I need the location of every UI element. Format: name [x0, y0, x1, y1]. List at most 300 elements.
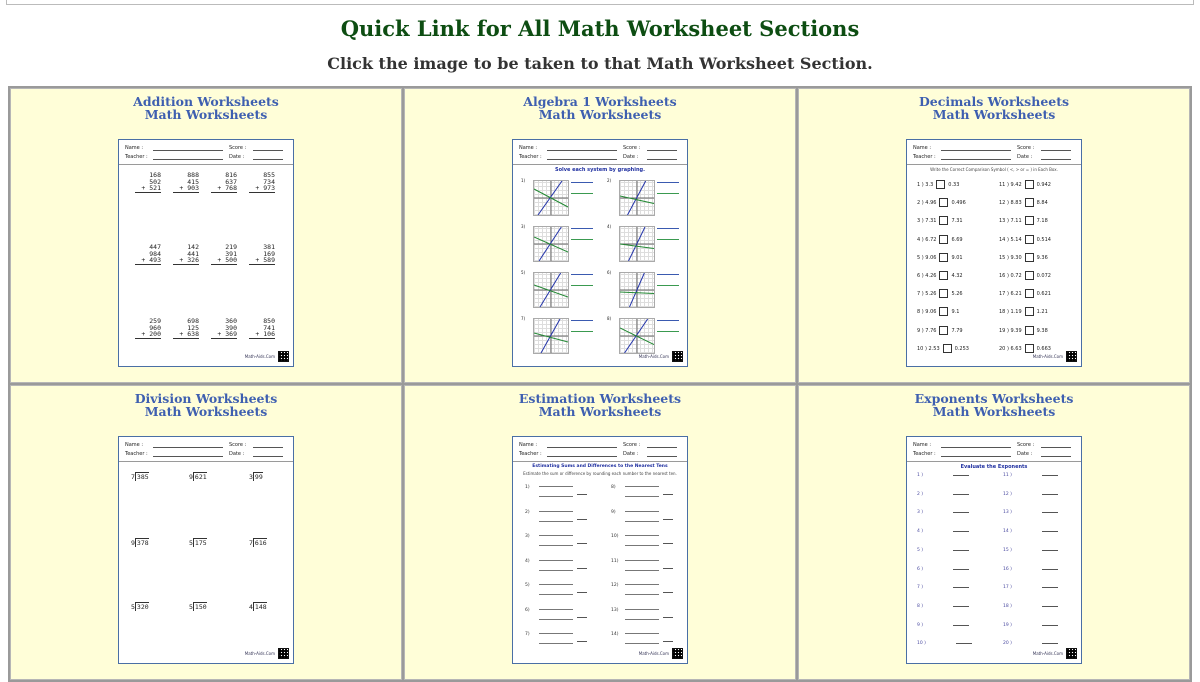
answer-line [953, 625, 969, 626]
problem-number: 8) [611, 485, 616, 490]
problem-number: 10 ) 2.53 [917, 345, 940, 352]
addend: 259 [149, 317, 161, 325]
dividend: 148 [254, 603, 267, 611]
problem-number: 7 ) 5.26 [917, 291, 937, 298]
problem-number: 3 ) 7.31 [917, 218, 937, 225]
addend: 381 [263, 243, 275, 251]
problem-number: 4) [525, 558, 530, 564]
problem-number: 6) [607, 270, 612, 275]
estimate-work [539, 633, 573, 644]
date-label: Date : [623, 154, 639, 160]
coordinate-graph [619, 226, 655, 262]
problem-number: 2) [525, 509, 530, 515]
answer-box [939, 271, 948, 280]
estimate-work [539, 486, 573, 497]
divisor: 7 [131, 473, 135, 481]
graph-lines [620, 181, 654, 215]
answer-box [1025, 198, 1034, 207]
answer-line [577, 519, 587, 520]
answer-box [939, 198, 948, 207]
divisor: 3 [249, 473, 253, 481]
dividend: 378 [136, 539, 149, 547]
section-title-line2[interactable]: Math Worksheets [538, 107, 662, 122]
problem-number: 16 ) 0.72 [999, 273, 1022, 279]
answer-line [1042, 550, 1058, 551]
comparison-problem [999, 180, 1051, 189]
answer-box [1025, 326, 1034, 335]
section-title[interactable] [11, 95, 401, 121]
addend: 125 [187, 323, 199, 332]
addition-problem [211, 244, 237, 265]
exponent-problem: 13 ) [1003, 510, 1058, 515]
sheet-title: Estimating Sums and Differences to the Nearest Tens [532, 464, 668, 469]
problem-number: 5 ) 9.06 [917, 254, 937, 261]
problem-number: 17 ) 6.21 [999, 291, 1022, 298]
divisor: 4 [249, 603, 253, 611]
sheet-footer [1033, 648, 1077, 659]
addend: 855 [263, 171, 275, 179]
addition-problem [135, 318, 161, 339]
exponent-problem: 5 ) [917, 548, 969, 553]
addend: + 500 [211, 257, 237, 265]
qr-code-icon [278, 648, 289, 659]
compare-value: 0.663 [1036, 345, 1051, 352]
answer-line [663, 592, 673, 593]
graph-lines [620, 273, 654, 307]
exponent-problem: 4 ) [917, 529, 969, 534]
graph-lines [620, 319, 654, 353]
addend: 360 [225, 317, 237, 325]
problem-number: 2 ) 4.96 [917, 200, 937, 207]
division-problem [131, 539, 149, 547]
addend: 169 [263, 249, 275, 258]
sheet-header [913, 145, 1075, 163]
estimate-work [539, 535, 573, 546]
comparison-problem [999, 289, 1051, 298]
section-link-estimation[interactable] [404, 385, 796, 680]
division-problem [249, 473, 263, 481]
qr-code-icon [1066, 648, 1077, 659]
worksheet-section-grid [8, 86, 1192, 682]
divisor: 9 [189, 473, 193, 481]
answer-box [939, 289, 948, 298]
addend: + 493 [135, 257, 161, 265]
score-label: Score : [1017, 442, 1035, 448]
answer-line [956, 643, 972, 644]
problem-number: 11 ) 9.42 [999, 182, 1022, 188]
estimate-work [625, 486, 659, 497]
addend: 168 [149, 171, 161, 179]
addend: 850 [263, 317, 275, 325]
dividend: 175 [194, 539, 207, 547]
section-title-line2[interactable]: Math Worksheets [538, 404, 662, 419]
section-link-exponents[interactable] [798, 385, 1190, 680]
sheet-header [913, 442, 1075, 460]
answer-line [953, 587, 969, 588]
answer-line [663, 494, 673, 495]
problem-number: 1) [521, 178, 526, 183]
addend: 391 [225, 249, 237, 258]
problem-number: 13 ) 7.11 [999, 218, 1022, 225]
answer-line [1042, 606, 1058, 607]
date-label: Date : [1017, 154, 1033, 160]
problem-number: 8 ) 9.06 [917, 309, 937, 316]
division-problem [249, 539, 267, 547]
exponent-problem: 11 ) [1003, 473, 1058, 478]
problem-number: 10) [611, 534, 619, 539]
dividend: 621 [194, 473, 207, 481]
answer-box [939, 253, 948, 262]
section-title-line1[interactable]: Decimals Worksheets [918, 94, 1070, 109]
answer-line [1042, 643, 1058, 644]
exponent-problem: 8 ) [917, 604, 969, 609]
sheet-footer [639, 351, 683, 362]
addend: 142 [187, 243, 199, 251]
answer-line [663, 568, 673, 569]
graph-lines [534, 181, 568, 215]
addition-problem [249, 244, 275, 265]
score-label: Score : [623, 442, 641, 448]
score-label: Score : [229, 442, 247, 448]
dividend: 150 [194, 603, 207, 611]
exponent-problem: 14 ) [1003, 529, 1058, 534]
section-title-line2[interactable]: Math Worksheets [932, 107, 1056, 122]
exponent-problem: 15 ) [1003, 548, 1058, 553]
equation-lines [571, 274, 593, 286]
name-label: Name : [519, 145, 538, 151]
exponent-problem: 9 ) [917, 623, 969, 628]
addend: 698 [187, 317, 199, 325]
comparison-problem [999, 253, 1048, 262]
answer-line [1042, 569, 1058, 570]
problem-number: 4) [607, 224, 612, 229]
section-link-algebra[interactable] [404, 88, 796, 383]
coordinate-graph [619, 272, 655, 308]
problem-number: 5) [525, 583, 530, 588]
answer-line [953, 550, 969, 551]
section-link-decimals[interactable] [798, 88, 1190, 383]
comparison-problem [917, 289, 963, 298]
section-title-line1[interactable]: Exponents Worksheets [914, 391, 1074, 406]
estimate-work [539, 609, 573, 620]
division-problem [189, 603, 207, 611]
compare-value: 8.84 [1036, 200, 1048, 207]
graph-lines [620, 227, 654, 261]
answer-line [1042, 475, 1058, 476]
exponent-problem: 12 ) [1003, 492, 1058, 497]
qr-code-icon [672, 351, 683, 362]
dividend: 320 [136, 603, 149, 611]
sheet-footer [639, 648, 683, 659]
footer-text: Math-Aids.Com [1032, 354, 1063, 359]
addend: + 973 [249, 185, 275, 193]
answer-box [939, 216, 948, 225]
comparison-problem [999, 326, 1048, 335]
addend: + 589 [249, 257, 275, 265]
problem-number: 8) [607, 316, 612, 321]
estimate-work [539, 511, 573, 522]
footer-text: Math-Aids.Com [638, 651, 669, 656]
compare-value: 9.38 [1036, 327, 1048, 334]
worksheet-thumbnail-estimation[interactable] [512, 436, 688, 664]
equation-lines [657, 274, 679, 286]
sheet-header [125, 442, 287, 460]
divisor: 5 [189, 539, 193, 547]
equation-lines [657, 182, 679, 194]
compare-value: 9.36 [1036, 254, 1048, 261]
comparison-problem [917, 271, 963, 280]
exponent-problem: 6 ) [917, 567, 969, 572]
addend: 415 [187, 177, 199, 186]
worksheet-thumbnail-algebra[interactable] [512, 139, 688, 367]
estimate-work [625, 609, 659, 620]
addend: + 106 [249, 331, 275, 339]
qr-code-icon [278, 351, 289, 362]
problem-number: 3) [525, 534, 530, 539]
compare-value: 0.942 [1036, 182, 1051, 188]
addend: 741 [263, 323, 275, 332]
top-border [6, 0, 1194, 5]
problem-number: 18 ) 1.19 [999, 309, 1022, 316]
problem-number: 12) [611, 583, 619, 588]
divisor: 7 [249, 539, 253, 547]
section-title[interactable] [11, 392, 401, 418]
comparison-problem [999, 307, 1048, 316]
compare-value: 6.69 [951, 236, 963, 243]
problem-number: 13) [611, 607, 619, 613]
teacher-label: Teacher : [125, 154, 148, 160]
addend: 637 [225, 177, 237, 186]
answer-line [577, 592, 587, 593]
sheet-header [519, 145, 681, 163]
addition-problem [135, 244, 161, 265]
exponent-problem: 10 ) [917, 641, 972, 646]
equation-lines [571, 228, 593, 240]
section-title-line2[interactable]: Math Worksheets [932, 404, 1056, 419]
compare-value: 1.21 [1036, 309, 1048, 316]
answer-box [939, 307, 948, 316]
answer-line [663, 617, 673, 618]
date-label: Date : [1017, 451, 1033, 457]
problem-number: 5) [521, 270, 526, 275]
problem-number: 20 ) 6.63 [999, 345, 1022, 352]
addition-problem [211, 172, 237, 193]
answer-box [1025, 307, 1034, 316]
worksheet-thumbnail-addition[interactable] [118, 139, 294, 367]
divisor: 5 [131, 603, 135, 611]
addition-problem [135, 172, 161, 193]
answer-box [936, 180, 945, 189]
sheet-title: Evaluate the Exponents [960, 464, 1028, 470]
exponent-problem: 2 ) [917, 492, 969, 497]
compare-value: 9.1 [951, 309, 960, 316]
estimate-work [625, 633, 659, 644]
page-subtitle: Click the image to be taken to that Math Worksheet Section. [327, 54, 873, 73]
coordinate-graph [619, 180, 655, 216]
problem-number: 11) [611, 558, 619, 564]
addend: + 638 [173, 331, 199, 339]
answer-box [1025, 271, 1034, 280]
answer-box [1025, 216, 1034, 225]
comparison-problem [999, 216, 1048, 225]
equation-lines [657, 228, 679, 240]
name-label: Name : [913, 145, 932, 151]
exponent-problem: 18 ) [1003, 604, 1058, 609]
divisor: 5 [189, 603, 193, 611]
comparison-problem [917, 198, 966, 207]
problem-number: 19 ) 9.39 [999, 327, 1022, 334]
answer-box [943, 344, 952, 353]
addition-problem [211, 318, 237, 339]
exponent-problem: 16 ) [1003, 567, 1058, 572]
exponent-problem: 17 ) [1003, 585, 1058, 590]
name-label: Name : [125, 145, 144, 151]
section-title[interactable] [405, 392, 795, 418]
compare-value: 7.18 [1036, 218, 1048, 225]
comparison-problem [917, 307, 959, 316]
addend: 816 [225, 171, 237, 179]
answer-box [1025, 180, 1034, 189]
estimate-work [625, 511, 659, 522]
date-label: Date : [229, 451, 245, 457]
division-problem [131, 603, 149, 611]
section-link-addition[interactable] [10, 88, 402, 383]
qr-code-icon [1066, 351, 1077, 362]
equation-lines [657, 320, 679, 332]
exponent-problem: 20 ) [1003, 641, 1058, 646]
dividend: 99 [254, 473, 263, 481]
answer-line [663, 519, 673, 520]
exponent-problem: 7 ) [917, 585, 969, 590]
teacher-label: Teacher : [125, 451, 148, 457]
sheet-instruction: Write the Correct Comparison Symbol ( <, > or = ) in Each Box. [930, 167, 1058, 172]
footer-text: Math-Aids.Com [638, 354, 669, 359]
addend: + 768 [211, 185, 237, 193]
footer-text: Math-Aids.Com [244, 651, 275, 656]
section-title[interactable] [799, 392, 1189, 418]
compare-value: 0.253 [954, 345, 969, 352]
score-label: Score : [623, 145, 641, 151]
addend: 219 [225, 243, 237, 251]
estimate-work [625, 560, 659, 571]
teacher-label: Teacher : [519, 451, 542, 457]
coordinate-graph [619, 318, 655, 354]
comparison-problem [917, 326, 963, 335]
section-title[interactable] [799, 95, 1189, 121]
division-problem [249, 603, 267, 611]
score-label: Score : [1017, 145, 1035, 151]
answer-box [939, 235, 948, 244]
comparison-problem [999, 235, 1051, 244]
addend: 502 [149, 177, 161, 186]
worksheet-thumbnail-exponents[interactable] [906, 436, 1082, 664]
answer-line [1042, 531, 1058, 532]
addend: 441 [187, 249, 199, 258]
problem-number: 14 ) 5.14 [999, 236, 1022, 243]
addition-problem [249, 318, 275, 339]
teacher-label: Teacher : [913, 154, 936, 160]
section-title-line1[interactable]: Algebra 1 Worksheets [523, 94, 677, 109]
problem-number: 3) [521, 224, 526, 229]
qr-code-icon [672, 648, 683, 659]
compare-value: 5.26 [951, 291, 963, 298]
equation-lines [571, 182, 593, 194]
problem-number: 7) [521, 316, 526, 321]
estimate-work [539, 560, 573, 571]
problem-number: 15 ) 9.30 [999, 254, 1022, 261]
graph-lines [534, 227, 568, 261]
addend: + 903 [173, 185, 199, 193]
compare-value: 0.496 [951, 200, 966, 207]
section-title-line2[interactable]: Math Worksheets [144, 404, 268, 419]
worksheet-thumbnail-division[interactable] [118, 436, 294, 664]
section-title-line2[interactable]: Math Worksheets [144, 107, 268, 122]
sheet-instruction: Estimate the sum or difference by rounding each number to the nearest ten. [523, 471, 677, 476]
teacher-label: Teacher : [519, 154, 542, 160]
answer-box [1025, 289, 1034, 298]
sheet-footer [1033, 351, 1077, 362]
dividend: 385 [136, 473, 149, 481]
footer-text: Math-Aids.Com [1032, 651, 1063, 656]
answer-line [1042, 494, 1058, 495]
section-link-division[interactable] [10, 385, 402, 680]
coordinate-graph [533, 180, 569, 216]
section-title-line1[interactable]: Estimation Worksheets [518, 391, 682, 406]
compare-value: 9.01 [951, 254, 963, 261]
division-problem [189, 473, 207, 481]
answer-line [953, 531, 969, 532]
addend: 734 [263, 177, 275, 186]
coordinate-graph [533, 318, 569, 354]
answer-line [953, 475, 969, 476]
name-label: Name : [913, 442, 932, 448]
graph-lines [534, 319, 568, 353]
compare-value: 7.79 [951, 327, 963, 334]
sheet-footer [245, 351, 289, 362]
division-problem [131, 473, 149, 481]
coordinate-graph [533, 272, 569, 308]
footer-text: Math-Aids.Com [244, 354, 275, 359]
sheet-title: Solve each system by graphing. [554, 167, 645, 173]
page-title: Quick Link for All Math Worksheet Sections [340, 16, 860, 41]
answer-line [953, 569, 969, 570]
addend: 984 [149, 249, 161, 258]
teacher-label: Teacher : [913, 451, 936, 457]
estimate-work [539, 584, 573, 595]
section-title-line1[interactable]: Division Worksheets [134, 391, 278, 406]
answer-line [577, 494, 587, 495]
exponent-problem: 3 ) [917, 510, 969, 515]
addition-problem [173, 244, 199, 265]
comparison-problem [917, 216, 963, 225]
addition-problem [249, 172, 275, 193]
section-title[interactable] [405, 95, 795, 121]
equation-lines [571, 320, 593, 332]
answer-line [577, 617, 587, 618]
problem-number: 6) [525, 607, 530, 613]
comparison-problem [999, 271, 1051, 280]
comparison-problem [917, 180, 959, 189]
answer-line [663, 543, 673, 544]
worksheet-thumbnail-decimals[interactable] [906, 139, 1082, 367]
answer-line [953, 606, 969, 607]
score-label: Score : [229, 145, 247, 151]
comparison-problem [917, 253, 963, 262]
section-title-line1[interactable]: Addition Worksheets [133, 94, 279, 109]
problem-number: 14) [611, 632, 619, 637]
exponent-problem: 1 ) [917, 473, 969, 478]
addend: + 200 [135, 331, 161, 339]
